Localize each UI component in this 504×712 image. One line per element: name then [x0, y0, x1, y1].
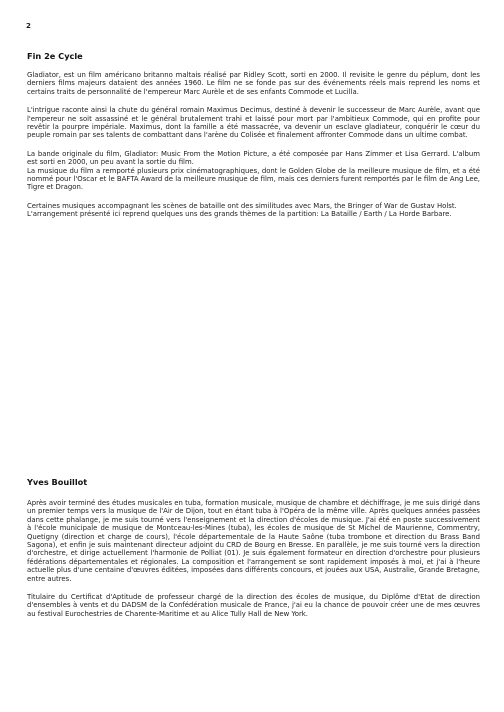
fin-cycle-paragraph-4: La musique du film a remporté plusieurs prix cinématographiques, dont le Golden Globe de la meilleure musique de film, et a été nommé pour l'Oscar et le BAFTA Award de la meilleure musique de film, mais ces derniers furent remportés par le film de Ang Lee, Tigre et Dragon.: [27, 166, 480, 192]
bio-paragraph-1: Après avoir terminé des études musicales en tuba, formation musicale, musique de chambre et déchiffrage, je me suis dirigé dans un premier temps vers la musique de l'Air de Dijon, tout en étant tuba à l'Opéra de la même ville. Après quelques années passées dans cette phalange, je me suis tourné vers l'enseignement et la direction d'écoles de musique. J'ai été en poste successivement à l'école municipale de musique de Montceau-les-Mines (tuba), les écoles de musique de St Michel de Maurienne, Commentry, Quetigny (direction et charge de cours), l'école départementale de la Haute Saône (tuba trombone et direction du Brass Band Sagona), et enfin je suis maintenant directeur adjoint du CRD de Bourg en Bresse. En parallèle, je me suis tourné vers la direction d'orchestre, et dirige actuellement l'harmonie de Polliat (01). Je suis également formateur en direction d'orchestre pour plusieurs fédérations départementales et régionales. La composition et l'arrangement se sont rapidement imposés à moi, et j'ai à l'heure actuelle plus d'une centaine d'œuvres éditées, imposées dans différents concours, et jouées aux USA, Australie, Grande Bretagne, entre autres.: [27, 499, 480, 583]
paragraph-spacer: [27, 96, 480, 106]
fin-cycle-paragraph-3: La bande originale du film, Gladiator: Music From the Motion Picture, a été composée par Hans Zimmer et Lisa Gerrard. L'album est sorti en 2000, un peu avant la sortie du film.: [27, 149, 480, 167]
fin-cycle-paragraph-1: Gladiator, est un film américano britanno maltais réalisé par Ridley Scott, sorti en 2000. Il revisite le genre du péplum, dont les derniers films majeurs dataient des années 1960. Le film ne se fonde pas sur des événements réels mais reprend les noms et certains traits de personnalité de l'empereur Marc Aurèle et de ses enfants Commode et Lucilla.: [27, 71, 480, 96]
bio-paragraph-2: Titulaire du Certificat d'Aptitude de professeur chargé de la direction des écoles de musique, du Diplôme d'Etat de direction d'ensembles à vents et du DADSM de la Confédération musicale de France, j'ai eu la chance de pouvoir créer une de mes œuvres au festival Eurochestries de Charente-Maritime et au Alice Tully Hall de New York.: [27, 593, 480, 618]
fin-cycle-section: [27, 51, 480, 219]
paragraph-spacer: [27, 140, 480, 150]
paragraph-spacer: [27, 583, 480, 593]
bio-heading: Yves Bouillot: [27, 477, 88, 487]
fin-cycle-paragraph-6: L'arrangement présenté ici reprend quelques uns des grands thèmes de la partition: La Bataille / Earth / La Horde Barbare.: [27, 210, 452, 219]
fin-cycle-heading: Fin 2e Cycle: [27, 51, 83, 61]
bio-section: [27, 477, 480, 618]
fin-cycle-paragraph-2: L'intrigue raconte ainsi la chute du général romain Maximus Decimus, destiné à devenir le successeur de Marc Aurèle, avant que l'empereur ne soit assassiné et le général brutalement trahi et laissé pour mort par l'ambitieux Commode, qui en profite pour revêtir la pourpre impériale. Maximus, dont la famille a été massacrée, va devenir un esclave gladiateur, conquérir le cœur du peuple romain par ses talents de combattant dans l'arène du Colisée et finalement affronter Commode dans un ultime combat.: [27, 106, 480, 140]
fin-cycle-paragraph-5: Certaines musiques accompagnant les scènes de bataille ont des similitudes avec Mars, the Bringer of War de Gustav Holst.: [27, 201, 457, 210]
page-number: 2: [26, 22, 31, 30]
paragraph-spacer: [27, 192, 480, 202]
